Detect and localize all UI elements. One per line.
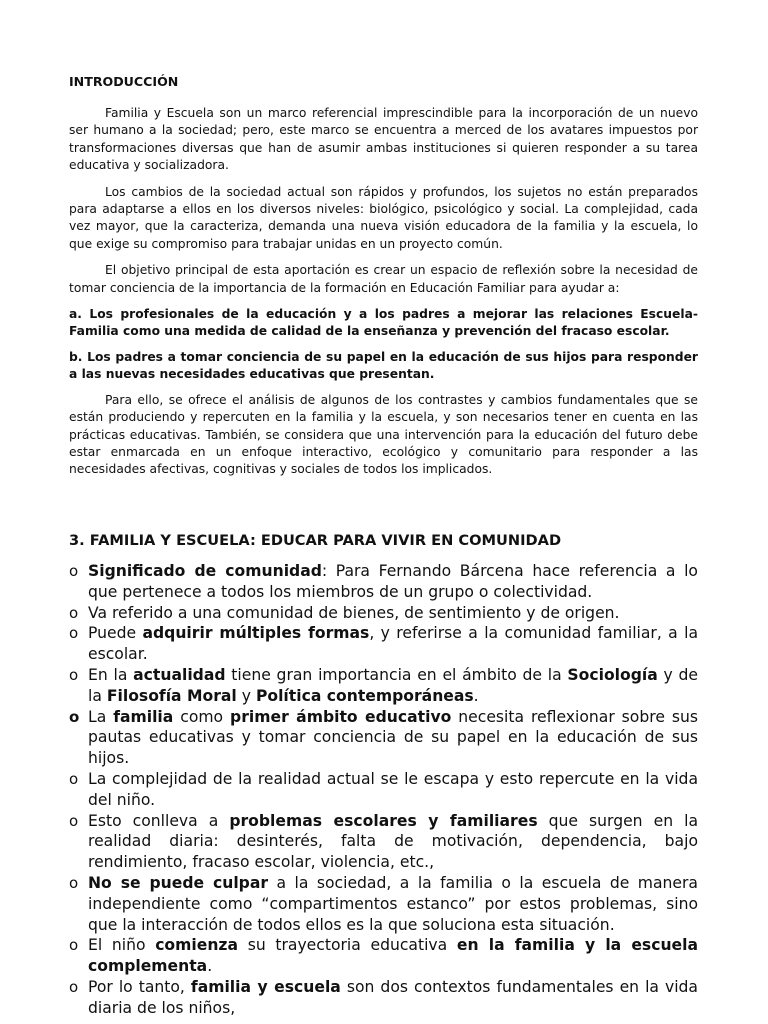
intro-heading: INTRODUCCIÓN (69, 74, 179, 89)
list-item (69, 873, 698, 935)
bold-text: en la familia y la escuela complementa (88, 936, 698, 976)
intro-paragraph: Los cambios de la sociedad actual son rápidos y profundos, los sujetos no están preparados para adaptarse a ellos en los diversos niveles: biológico, psicológico y social. La complejidad, cada vez mayor, que la caracteriza, demanda una nueva visión educadora de la familia y la escuela, lo que exige su compromiso para trabajar unidas en un proyecto común. (69, 184, 698, 251)
section-3 (69, 532, 698, 1019)
text: a la sociedad, a la familia o la escuela de manera independiente como “compartimentos estanco” por estos problemas, sino que la interacción de todos ellos es la que soluciona esta situación. (88, 873, 698, 934)
bullet-marker: o (69, 936, 79, 955)
bold-text: primer ámbito educativo (230, 707, 452, 726)
list-item (69, 977, 698, 1019)
objective-b: b. Los padres a tomar conciencia de su papel en la educación de sus hijos para responder a las nuevas necesidades educativas que presentan. (69, 349, 698, 382)
section-heading: 3. FAMILIA Y ESCUELA: EDUCAR PARA VIVIR EN COMUNIDAD (69, 532, 562, 549)
list-item (69, 603, 698, 624)
text: su trayectoria educativa (238, 936, 457, 955)
text: Por lo tanto, (88, 977, 191, 996)
bullet-marker: o (69, 603, 79, 622)
bullet-marker: o (69, 624, 79, 643)
bullet-marker: o (69, 769, 79, 788)
list-item (69, 561, 698, 603)
bold-text: comienza (155, 936, 239, 955)
bullet-marker: o (69, 873, 79, 892)
text: : Para Fernando Bárcena hace referencia a lo que pertenece a todos los miembros de un grupo o colectividad. (88, 562, 698, 601)
bold-text: familia (113, 707, 174, 726)
text: En la (88, 665, 134, 684)
text: La complejidad de la realidad actual se le escapa y esto repercute en la vida del niño. (88, 769, 698, 809)
text: son dos contextos fundamentales en la vida diaria de los niños, (88, 977, 698, 1017)
text: . (207, 957, 213, 976)
intro-paragraph: El objetivo principal de esta aportación es crear un espacio de reflexión sobre la necesidad de tomar conciencia de la importancia de la formación en Educación Familiar para ayudar a: (69, 263, 698, 295)
text: necesita reflexionar sobre sus pautas educativas y tomar conciencia de su papel en la educación de sus hijos. (88, 707, 698, 768)
intro-paragraph: Familia y Escuela son un marco referencial imprescindible para la incorporación de un nuevo ser humano a la sociedad; pero, este marco se encuentra a merced de los avatares impuestos por transformaciones diversas que han de asumir ambas instituciones si quieren responder a su tarea educativa y socializadora. (69, 106, 698, 173)
bullet-marker: o (69, 562, 79, 580)
introduction-section (69, 74, 698, 488)
text: que surgen en la realidad diaria: desinterés, falta de motivación, dependencia, bajo rendimiento, fracaso escolar, violencia, etc., (88, 811, 698, 872)
list-item (69, 769, 698, 811)
text: Va referido a una comunidad de bienes, de sentimiento y de origen. (88, 603, 620, 622)
bold-text: adquirir múltiples formas (142, 624, 370, 643)
bold-text: Sociología (567, 665, 658, 684)
text: y (236, 686, 256, 705)
bullet-marker: o (69, 811, 79, 830)
text: La (88, 707, 114, 726)
text: Esto conlleva a (88, 811, 230, 830)
text: como (173, 707, 231, 726)
bullet-list (69, 561, 698, 1019)
bold-text: familia y escuela (190, 977, 341, 996)
bullet-marker: o (69, 977, 79, 996)
text: El niño (88, 936, 156, 955)
list-item (69, 935, 698, 977)
intro-closing-paragraph: Para ello, se ofrece el análisis de algunos de los contrastes y cambios fundamentales que se están produciendo y repercuten en la familia y la escuela, y son necesarios tener en cuenta en las prácticas educativas. También, se considera que una intervención para la educación del futuro debe estar enmarcada en un enfoque interactivo, ecológico y comunitario para responder a las necesidades afectivas, cognitivas y sociales de todos los implicados. (69, 392, 698, 477)
objective-a: a. Los profesionales de la educación y a los padres a mejorar las relaciones Escuela-Familia como una medida de calidad de la enseñanza y prevención del fracaso escolar. (69, 307, 698, 339)
text: Puede (88, 624, 143, 643)
list-item (69, 623, 698, 665)
list-item (69, 811, 698, 873)
text: . (473, 686, 479, 705)
bold-text: Filosofía Moral (106, 686, 237, 705)
bold-text: No se puede culpar (88, 873, 269, 892)
text: y de la (88, 665, 698, 705)
bullet-marker: o (69, 707, 80, 726)
bold-text: Significado de comunidad (88, 562, 322, 580)
bold-text: actualidad (133, 665, 226, 684)
list-item (69, 665, 698, 707)
bullet-marker: o (69, 665, 79, 684)
bold-text: problemas escolares y familiares (229, 811, 538, 830)
bold-text: Política contemporáneas (255, 686, 474, 705)
list-item (69, 707, 698, 769)
text: tiene gran importancia en el ámbito de la (225, 665, 568, 684)
text: , y referirse a la comunidad familiar, a la escolar. (88, 624, 698, 664)
